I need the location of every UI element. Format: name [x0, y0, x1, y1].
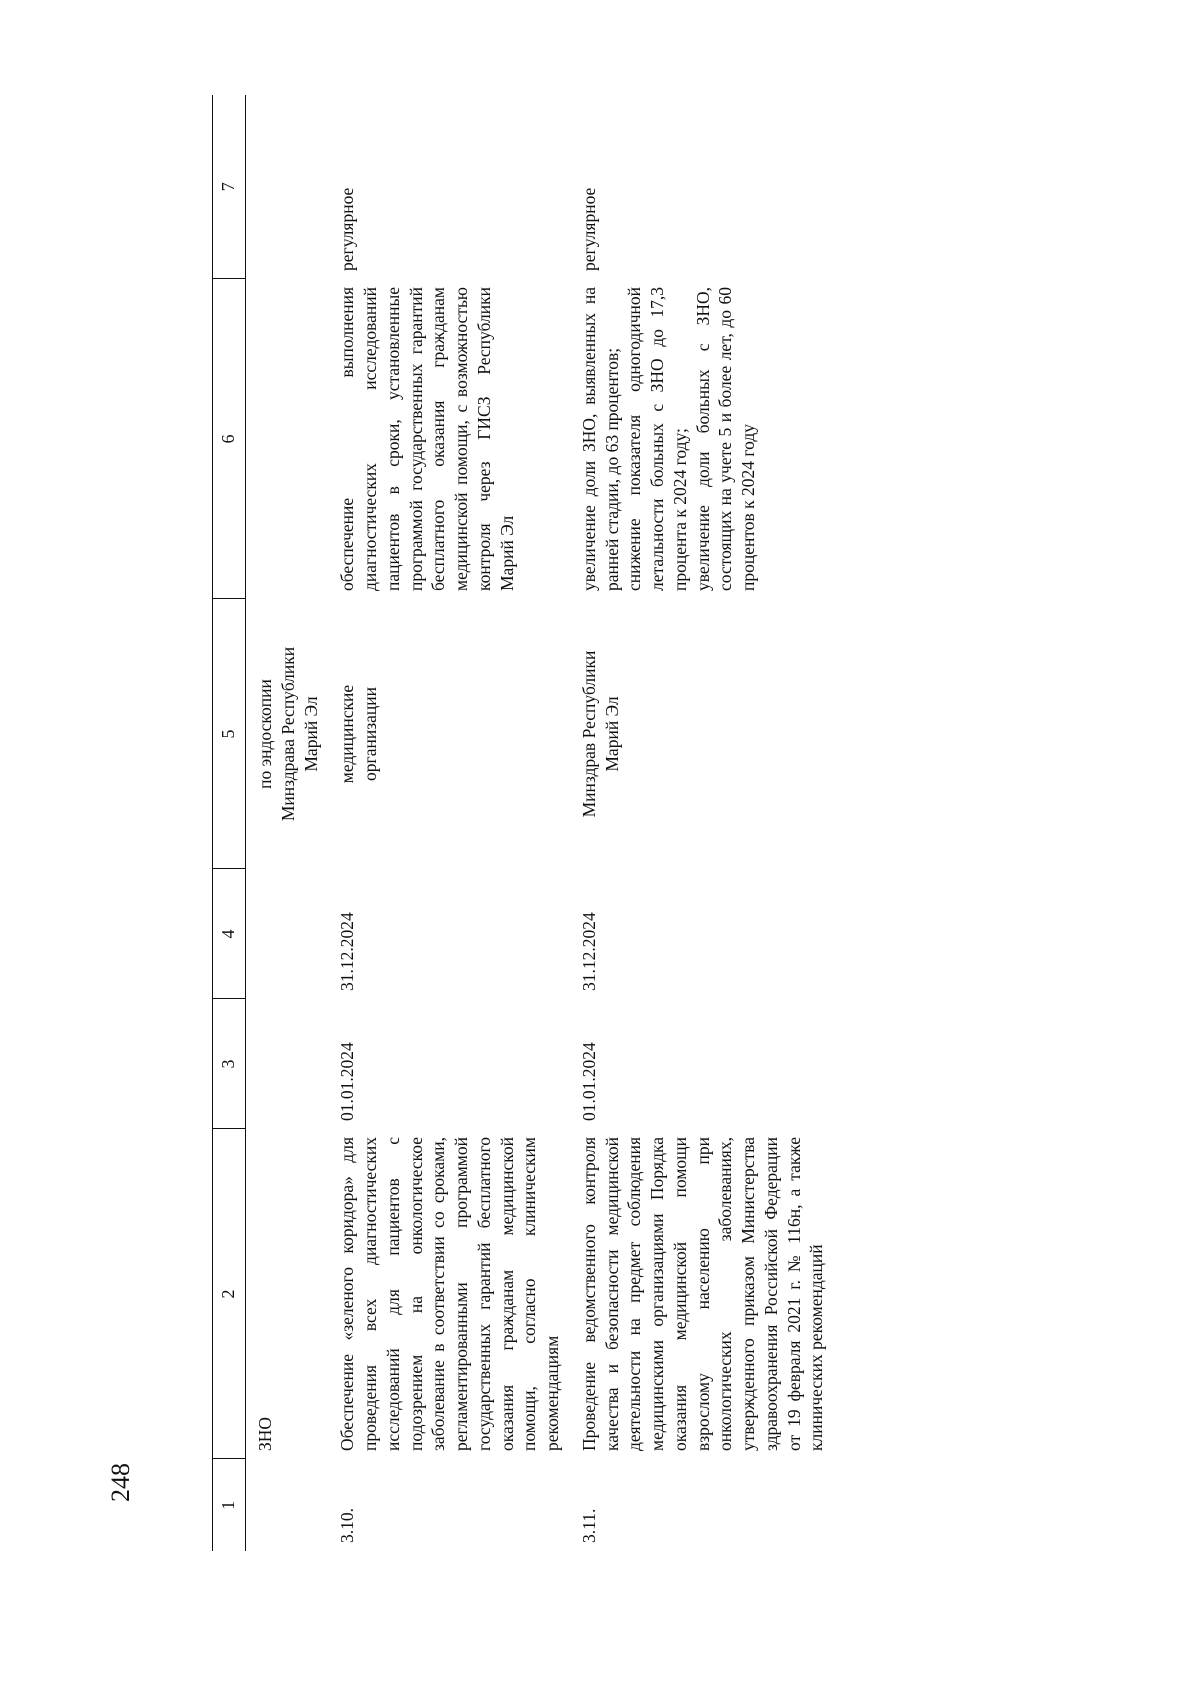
cell-periodicity: регулярное — [337, 187, 358, 271]
cell-activity: Проведение ведомственного контроля качества и безопасности медицинской деятельности на предмет соблюдения медицинскими организациями Порядка оказания медицинской помощи взрослому населению при онкологических заболеваниях, утвержденного приказом Министерства здравоохранения Российской Федерации от 19 февраля 2021 г. № 116н, а также клинических рекомендаций — [578, 1137, 827, 1451]
measures-table — [212, 95, 834, 1551]
cell-start: 01.01.2024 — [578, 1042, 599, 1121]
table-row — [328, 95, 570, 1551]
cell-responsible: медицинские организации — [337, 684, 380, 784]
cell-periodicity — [246, 95, 329, 279]
page-number: 248 — [106, 1463, 135, 1502]
table-body — [246, 95, 835, 1551]
header-col-3: 3 — [213, 999, 246, 1129]
cell-start — [246, 999, 329, 1129]
table-row — [570, 95, 834, 1551]
cell-end — [246, 869, 329, 999]
cell-end: 31.12.2024 — [578, 912, 599, 991]
cell-num — [246, 1459, 329, 1551]
cell-end: 31.12.2024 — [337, 912, 358, 991]
header-row — [213, 95, 246, 1551]
header-col-2: 2 — [213, 1129, 246, 1459]
header-col-5: 5 — [213, 599, 246, 869]
header-col-7: 7 — [213, 95, 246, 279]
header-col-1: 1 — [213, 1459, 246, 1551]
cell-num: 3.10. — [337, 1508, 358, 1543]
header-col-6: 6 — [213, 279, 246, 599]
cell-num: 3.11. — [578, 1508, 599, 1543]
cell-activity: Обеспечение «зеленого коридора» для проведения всех диагностических исследований для пациентов с подозрением на онкологическое заболевание в соответствии со сроками, регламентированными программой государственных гарантий бесплатного оказания гражданам медицинской помощи, согласно клиническим рекомендациям — [337, 1137, 562, 1451]
cell-periodicity: регулярное — [578, 187, 599, 271]
cell-responsible: Минздрав Республики Марий Эл — [578, 650, 622, 818]
header-col-4: 4 — [213, 869, 246, 999]
table-header — [213, 95, 246, 1551]
cell-responsible: по эндоскопии Минздрава Республики Марий Эл — [255, 646, 321, 822]
cell-start: 01.01.2024 — [337, 1042, 358, 1121]
cell-result: обеспечение выполнения диагностических исследований пациентов в сроки, установленные программой государственных гарантий бесплатного оказания гражданам медицинской помощи, с возможностью контроля через ГИСЗ Республики Марий Эл — [337, 287, 517, 591]
table-row-continuation — [246, 95, 329, 1551]
cell-result — [246, 279, 329, 599]
document-page — [70, 68, 1130, 1628]
cell-activity: ЗНО — [255, 1416, 275, 1451]
cell-result: увеличение доли ЗНО, выявленных на ранней стадии, до 63 процентов; снижение показателя одногодичной летальности больных с ЗНО до 17,3 процента к 2024 году; увеличение доли больных с ЗНО, состоящих на учете 5 и более лет, до 60 процентов к 2024 году — [578, 287, 758, 591]
